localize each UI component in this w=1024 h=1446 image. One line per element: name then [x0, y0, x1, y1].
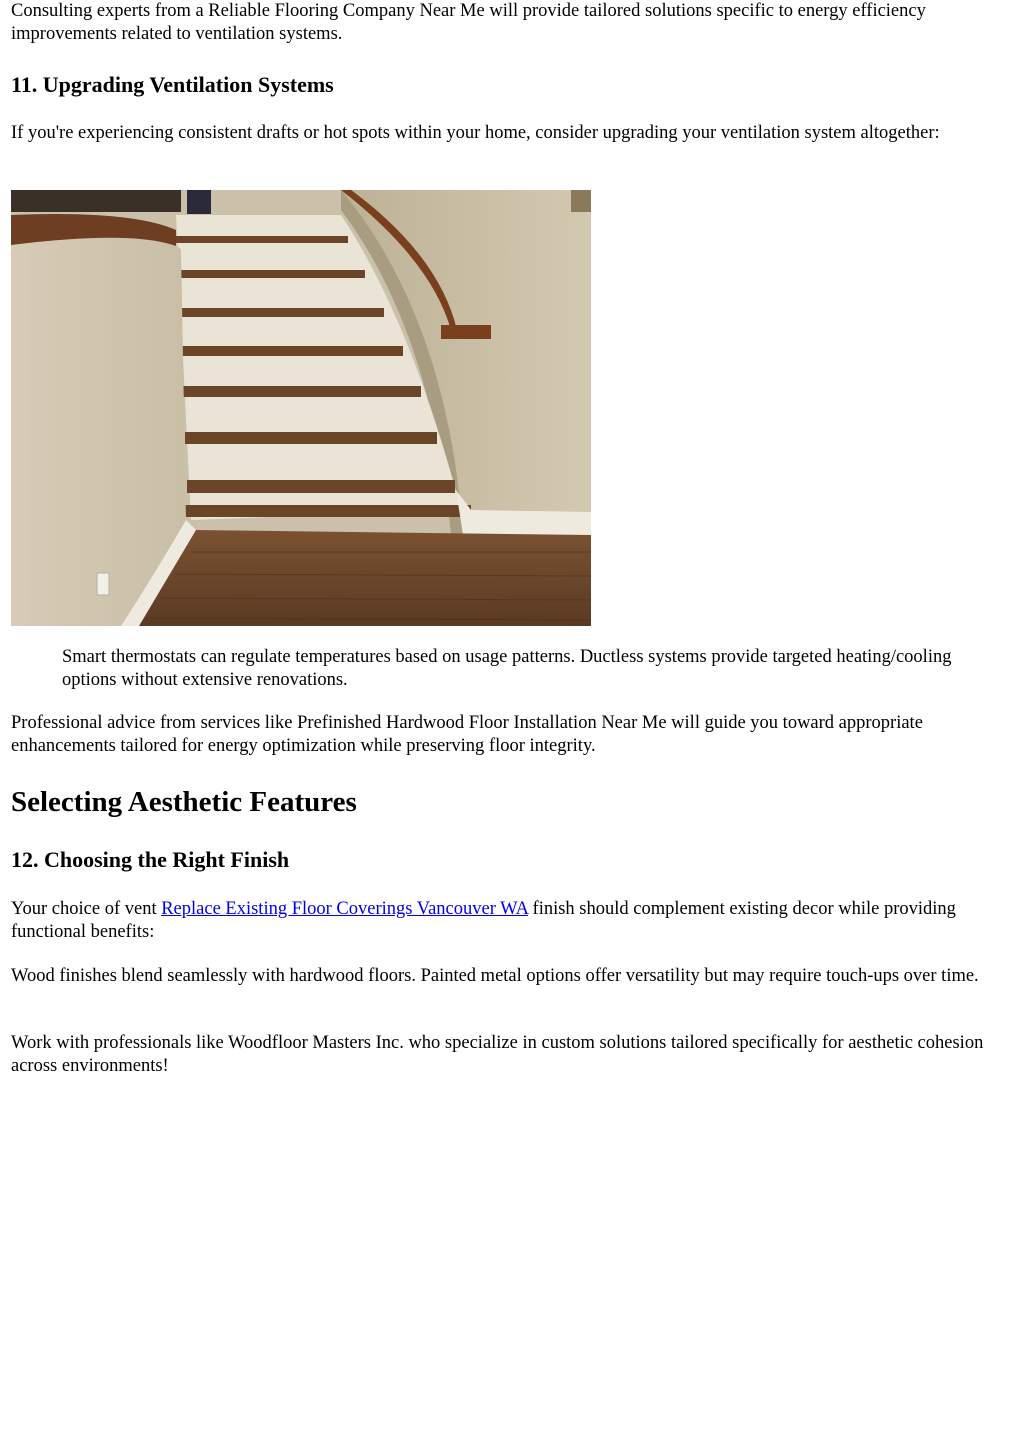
finish-paragraph — [11, 898, 1011, 944]
ventilation-paragraph: If you're experiencing consistent drafts or hot spots within your home, consider upgrading your ventilation system altogether: — [11, 123, 940, 143]
professional-advice-paragraph: Professional advice from services like Prefinished Hardwood Floor Installation Near Me will guide you toward appropriate enhancements tailored for energy optimization while preserving floor integrity. — [11, 713, 923, 756]
finish-text-after-link: finish should complement existing decor while providing functional benefits: — [11, 899, 956, 942]
heading-choosing-finish: 12. Choosing the Right Finish — [11, 847, 290, 872]
section-heading-aesthetic: Selecting Aesthetic Features — [11, 786, 357, 818]
heading-upgrading-ventilation: 11. Upgrading Ventilation Systems — [11, 72, 334, 97]
replace-floor-coverings-link[interactable]: Replace Existing Floor Coverings Vancouver WA — [161, 899, 528, 919]
work-with-professionals-paragraph: Work with professionals like Woodfloor Masters Inc. who specialize in custom solutions tailored specifically for aesthetic cohesion across environments! — [11, 1033, 984, 1076]
ventilation-tips-quote: Smart thermostats can regulate temperatures based on usage patterns. Ductless systems provide targeted heating/cooling options without extensive renovations. — [62, 647, 952, 690]
wood-finishes-paragraph: Wood finishes blend seamlessly with hardwood floors. Painted metal options offer versatility but may require touch-ups over time. — [11, 966, 979, 986]
staircase-photo — [11, 190, 591, 626]
finish-text-before-link: Your choice of vent — [11, 899, 162, 919]
intro-paragraph: Consulting experts from a Reliable Flooring Company Near Me will provide tailored solutions specific to energy efficiency improvements related to ventilation systems. — [11, 1, 926, 44]
